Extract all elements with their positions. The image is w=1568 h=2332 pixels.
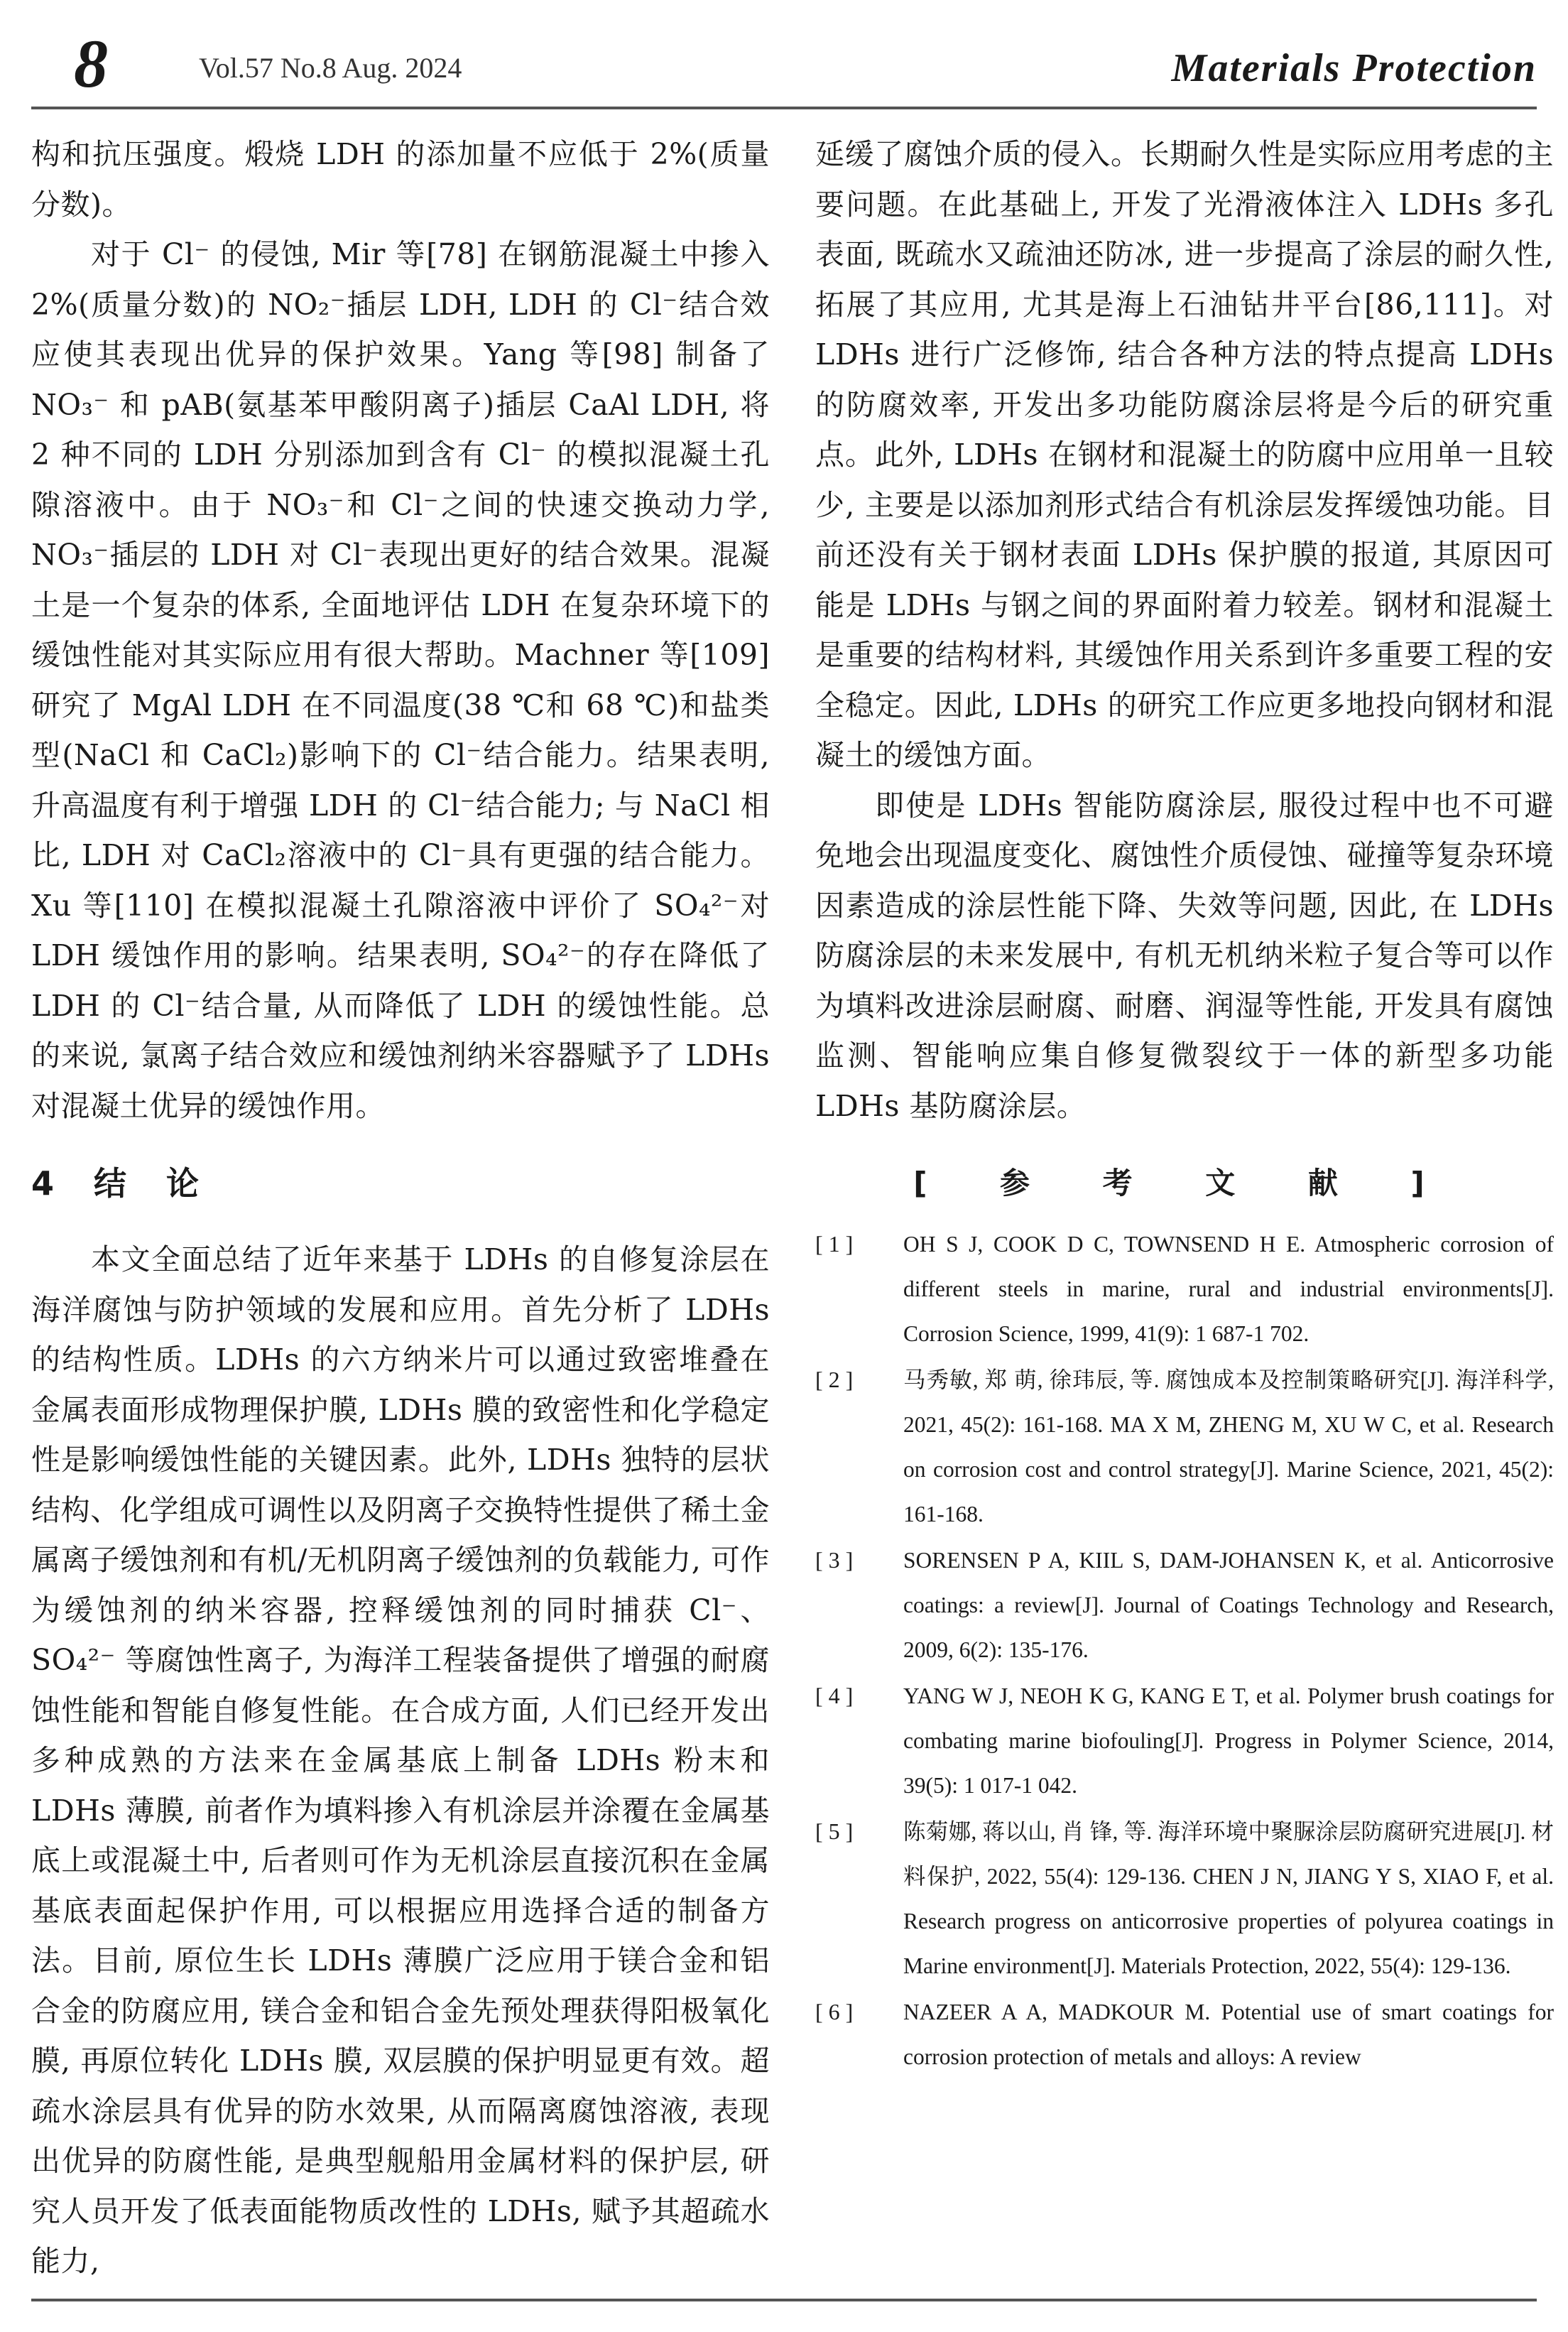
section-heading: 4 结 论 xyxy=(31,1164,214,1203)
reference-number: [ 2 ] xyxy=(815,1367,854,1392)
reference-number: [ 4 ] xyxy=(815,1683,854,1708)
reference-number: [ 3 ] xyxy=(815,1547,854,1573)
journal-name: Materials Protection xyxy=(1171,46,1537,90)
reference-list xyxy=(815,1222,1554,2079)
reference-text: OH S J, COOK D C, TOWNSEND H E. Atmospheric corrosion of different steels in marine, rural and industrial environments[J]. Corrosion Science, 1999, 41(9): 1 687-1 702. xyxy=(903,1232,1554,1346)
paragraph: 对于 Cl⁻ 的侵蚀, Mir 等[78] 在钢筋混凝土中掺入 2%(质量分数)的 NO₂⁻插层 LDH, LDH 的 Cl⁻结合效应使其表现出优异的保护效果。Yang 等[98] 制备了 NO₃⁻ 和 pAB(氨基苯甲酸阴离子)插层 CaAl LDH, 将 2 种不同的 LDH 分别添加到含有 Cl⁻ 的模拟混凝土孔隙溶液中。由于 NO₃⁻和 Cl⁻之间的快速交换动力学, NO₃⁻插层的 LDH 对 Cl⁻表现出更好的结合效果。混凝土是一个复杂的体系, 全面地评估 LDH 在复杂环境下的缓蚀性能对其实际应用有很大帮助。Machner 等[109] 研究了 MgAl LDH 在不同温度(38 ℃和 68 ℃)和盐类型(NaCl 和 CaCl₂)影响下的 Cl⁻结合能力。结果表明, 升高温度有利于增强 LDH 的 Cl⁻结合能力; 与 NaCl 相比, LDH 对 CaCl₂溶液中的 Cl⁻具有更强的结合能力。Xu 等[110] 在模拟混凝土孔隙溶液中评价了 SO₄²⁻对 LDH 缓蚀作用的影响。结果表明, SO₄²⁻的存在降低了 LDH 的 Cl⁻结合量, 从而降低了 LDH 的缓蚀性能。总的来说, 氯离子结合效应和缓蚀剂纳米容器赋予了 LDHs 对混凝土优异的缓蚀作用。 xyxy=(31,237,770,1123)
reference-item xyxy=(815,1357,1554,1536)
paragraph: 构和抗压强度。煅烧 LDH 的添加量不应低于 2%(质量分数)。 xyxy=(31,137,770,222)
issue-info: Vol.57 No.8 Aug. 2024 xyxy=(199,52,462,84)
reference-number: [ 5 ] xyxy=(815,1818,854,1844)
reference-item xyxy=(815,1809,1554,1988)
reference-number: [ 6 ] xyxy=(815,1999,854,2024)
paragraph: 延缓了腐蚀介质的侵入。长期耐久性是实际应用考虑的主要问题。在此基础上, 开发了光滑液体注入 LDHs 多孔表面, 既疏水又疏油还防冰, 进一步提高了涂层的耐久性, 拓展了其应用, 尤其是海上石油钻井平台[86,111]。对 LDHs 进行广泛修饰, 结合各种方法的特点提高 LDHs 的防腐效率, 开发出多功能防腐涂层将是今后的研究重点。此外, LDHs 在钢材和混凝土的防腐中应用单一且较少, 主要是以添加剂形式结合有机涂层发挥缓蚀功能。目前还没有关于钢材表面 LDHs 保护膜的报道, 其原因可能是 LDHs 与钢之间的界面附着力较差。钢材和混凝土是重要的结构材料, 其缓蚀作用关系到许多重要工程的安全稳定。因此, LDHs 的研究工作应更多地投向钢材和混凝土的缓蚀方面。 xyxy=(815,137,1554,772)
left-column xyxy=(31,129,770,2287)
reference-number: [ 1 ] xyxy=(815,1231,854,1257)
reference-text: YANG W J, NEOH K G, KANG E T, et al. Polymer brush coatings for combating marine biofouling[J]. Progress in Polymer Science, 2014, 39(5): 1 017-1 042. xyxy=(903,1683,1554,1798)
page-header xyxy=(31,21,1537,107)
reference-item xyxy=(815,1222,1554,1356)
page-number: 8 xyxy=(74,26,108,102)
reference-text: 陈菊娜, 蒋以山, 肖 锋, 等. 海洋环境中聚脲涂层防腐研究进展[J]. 材料保护, 2022, 55(4): 129-136. CHEN J N, JIANG Y S, XIAO F, et al. Research progress on anticorrosive properties of polyurea coatings in Marine environment[J]. Materials Protection, 2022, 55(4): 129-136. xyxy=(903,1819,1554,1978)
reference-item xyxy=(815,1990,1554,2079)
reference-item xyxy=(815,1538,1554,1672)
header-rule xyxy=(31,107,1537,109)
reference-text: 马秀敏, 郑 萌, 徐玮辰, 等. 腐蚀成本及控制策略研究[J]. 海洋科学, 2021, 45(2): 161-168. MA X M, ZHENG M, XU W C, et al. Research on corrosion cost and control strategy[J]. Marine Science, 2021, 45(2): 161-168. xyxy=(903,1367,1554,1526)
footer-rule xyxy=(31,2299,1537,2301)
paragraph: 本文全面总结了近年来基于 LDHs 的自修复涂层在海洋腐蚀与防护领域的发展和应用。首先分析了 LDHs 的结构性质。LDHs 的六方纳米片可以通过致密堆叠在金属表面形成物理保护膜, LDHs 膜的致密性和化学稳定性是影响缓蚀性能的关键因素。此外, LDHs 独特的层状结构、化学组成可调性以及阴离子交换特性提供了稀土金属离子缓蚀剂和有机/无机阴离子缓蚀剂的负载能力, 可作为缓蚀剂的纳米容器, 控释缓蚀剂的同时捕获 Cl⁻、SO₄²⁻ 等腐蚀性离子, 为海洋工程装备提供了增强的耐腐蚀性能和智能自修复性能。在合成方面, 人们已经开发出多种成熟的方法来在金属基底上制备 LDHs 粉末和 LDHs 薄膜, 前者作为填料掺入有机涂层并涂覆在金属基底上或混凝土中, 后者则可作为无机涂层直接沉积在金属基底表面起保护作用, 可以根据应用选择合适的制备方法。目前, 原位生长 LDHs 薄膜广泛应用于镁合金和铝合金的防腐应用, 镁合金和铝合金先预处理获得阳极氧化膜, 再原位转化 LDHs 膜, 双层膜的保护明显更有效。超疏水涂层具有优异的防水效果, 从而隔离腐蚀溶液, 表现出优异的防腐性能, 是典型舰船用金属材料的保护层, 研究人员开发了低表面能物质改性的 LDHs, 赋予其超疏水能力, xyxy=(31,1242,770,2278)
reference-text: SORENSEN P A, KIIL S, DAM-JOHANSEN K, et al. Anticorrosive coatings: a review[J]. Journal of Coatings Technology and Research, 2009, 6(2): 135-176. xyxy=(903,1548,1554,1662)
reference-item xyxy=(815,1674,1554,1808)
reference-text: NAZEER A A, MADKOUR M. Potential use of smart coatings for corrosion protection of metals and alloys: A review xyxy=(903,2000,1554,2069)
right-column xyxy=(815,129,1554,2081)
paragraph: 即使是 LDHs 智能防腐涂层, 服役过程中也不可避免地会出现温度变化、腐蚀性介质侵蚀、碰撞等复杂环境因素造成的涂层性能下降、失效等问题, 因此, 在 LDHs 防腐涂层的未来发展中, 有机无机纳米粒子复合等可以作为填料改进涂层耐腐、耐磨、润湿等性能, 开发具有腐蚀监测、智能响应集自修复微裂纹于一体的新型多功能 LDHs 基防腐涂层。 xyxy=(815,788,1554,1123)
references-title: [ 参 考 文 献 ] xyxy=(913,1166,1456,1200)
